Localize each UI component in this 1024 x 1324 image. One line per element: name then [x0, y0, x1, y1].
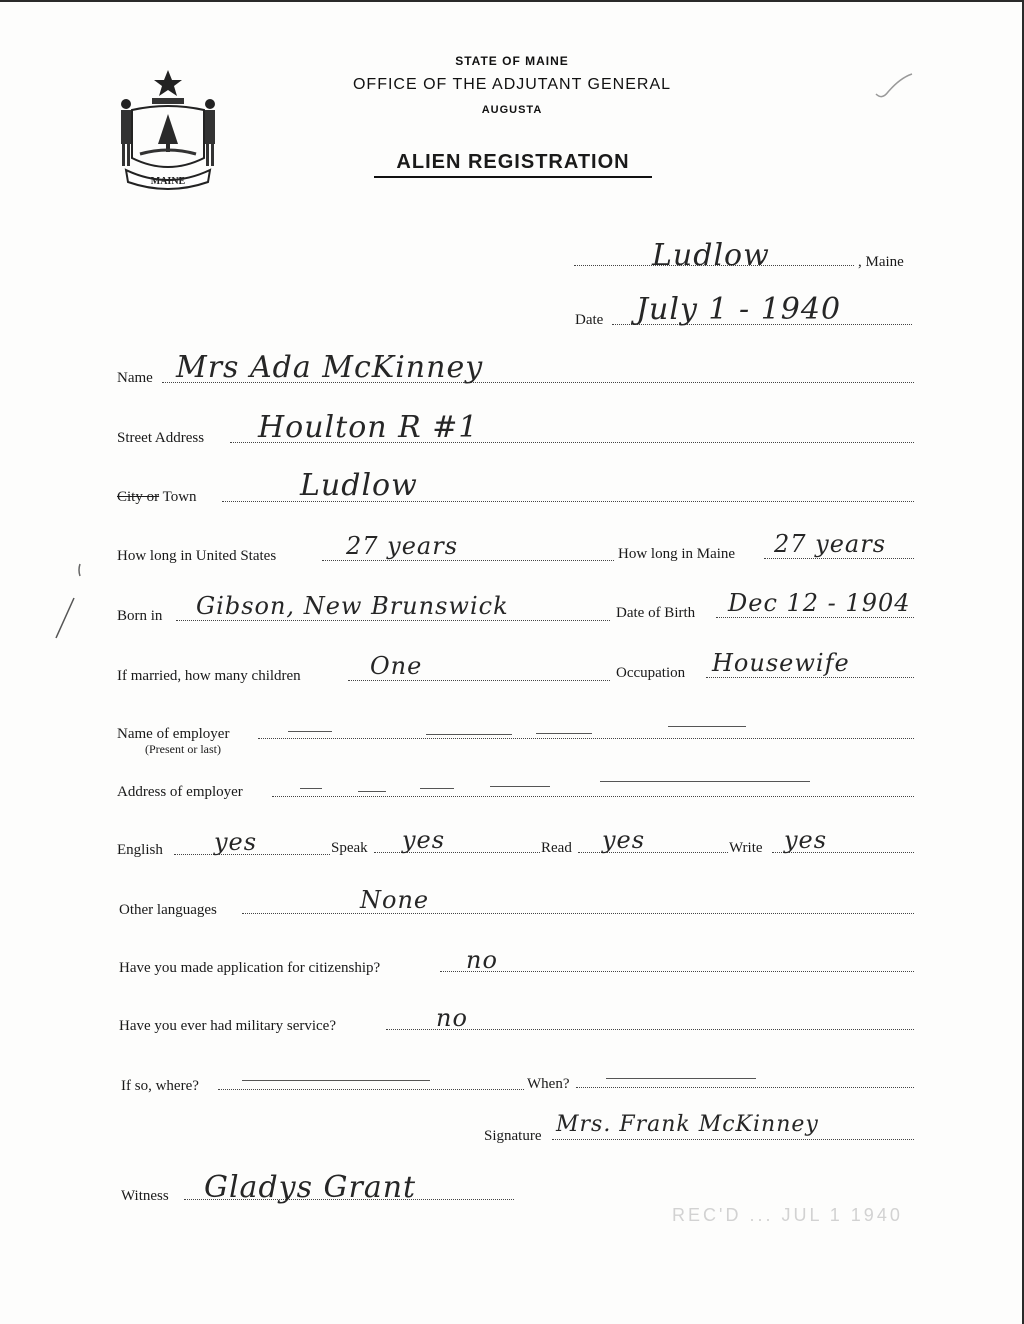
dob-label: Date of Birth	[616, 605, 696, 621]
check-mark-icon	[872, 72, 916, 102]
born-in-label: Born in	[117, 608, 163, 624]
read-line	[578, 852, 728, 853]
when-dash	[606, 1078, 756, 1079]
where-line	[218, 1089, 524, 1090]
address-dash-5	[600, 781, 810, 782]
other-languages-line	[242, 913, 914, 914]
speak-value: yes	[402, 826, 446, 854]
when-line	[576, 1087, 914, 1088]
employer-address-line	[272, 796, 914, 797]
street-label: Street Address	[117, 430, 205, 446]
occupation-line	[706, 677, 914, 678]
signature-line	[552, 1139, 914, 1140]
how-long-maine-label: How long in Maine	[618, 546, 736, 562]
english-value: yes	[214, 828, 258, 856]
employer-dash-1	[288, 731, 332, 732]
read-label: Read	[541, 840, 572, 856]
how-long-maine-line	[764, 558, 914, 559]
date-value: July 1 - 1940	[636, 292, 842, 327]
other-languages-value: None	[360, 886, 430, 914]
other-languages-label: Other languages	[119, 902, 217, 918]
english-label: English	[117, 842, 163, 858]
margin-pencil-mark	[52, 562, 86, 642]
employer-sublabel: (Present or last)	[145, 742, 221, 756]
citizenship-label: Have you made application for citizenship?	[119, 960, 381, 976]
speak-label: Speak	[331, 840, 368, 856]
write-value: yes	[784, 826, 828, 854]
town-value: Ludlow	[300, 468, 418, 503]
how-long-us-line	[322, 560, 614, 561]
address-dash-3	[420, 788, 454, 789]
dob-value: Dec 12 - 1904	[728, 589, 911, 617]
name-value: Mrs Ada McKinney	[176, 350, 484, 385]
citizenship-value: no	[466, 946, 498, 974]
date-label: Date	[575, 312, 604, 328]
citizenship-line	[440, 971, 914, 972]
received-stamp: REC'D ... JUL 1 1940	[672, 1205, 903, 1225]
children-line	[348, 680, 610, 681]
seal-text: MAINE	[150, 176, 186, 187]
signature-label: Signature	[484, 1128, 542, 1144]
occupation-label: Occupation	[616, 665, 686, 681]
where-dash	[242, 1080, 430, 1081]
city-heading: AUGUSTA	[481, 104, 543, 116]
form-title: ALIEN REGISTRATION	[374, 151, 652, 178]
employer-dash-4	[668, 726, 746, 727]
military-label: Have you ever had military service?	[119, 1018, 336, 1034]
read-value: yes	[602, 826, 646, 854]
how-long-maine-value: 27 years	[774, 530, 887, 558]
born-in-value: Gibson, New Brunswick	[196, 592, 509, 620]
children-label: If married, how many children	[117, 668, 301, 684]
address-dash-2	[358, 791, 386, 792]
employer-dash-3	[536, 733, 592, 734]
town-text: Town	[162, 489, 197, 505]
employer-dash-2	[426, 734, 512, 735]
office-heading: OFFICE OF THE ADJUTANT GENERAL	[352, 76, 672, 93]
write-label: Write	[729, 840, 763, 856]
address-dash-4	[490, 786, 550, 787]
employer-label: Name of employer	[117, 726, 230, 742]
where-label: If so, where?	[121, 1078, 199, 1094]
witness-label: Witness	[121, 1188, 169, 1204]
children-value: One	[370, 652, 423, 680]
address-dash-1	[300, 788, 322, 789]
employer-address-label: Address of employer	[117, 784, 243, 800]
city-strike-text: City or	[117, 489, 160, 505]
maine-suffix: , Maine	[858, 254, 904, 270]
signature-value: Mrs. Frank McKinney	[556, 1112, 819, 1137]
when-label: When?	[527, 1076, 570, 1092]
street-value: Houlton R #1	[258, 410, 479, 445]
witness-value: Gladys Grant	[204, 1170, 417, 1205]
city-or-town-label	[117, 489, 197, 506]
town-header-value: Ludlow	[652, 238, 770, 273]
occupation-value: Housewife	[712, 649, 850, 677]
speak-line	[374, 852, 540, 853]
born-in-line	[176, 620, 610, 621]
dob-line	[716, 617, 914, 618]
military-value: no	[436, 1004, 468, 1032]
how-long-us-value: 27 years	[346, 532, 459, 560]
employer-line	[258, 738, 914, 739]
how-long-us-label: How long in United States	[117, 548, 277, 564]
name-label: Name	[117, 370, 153, 386]
state-heading: STATE OF MAINE	[455, 54, 569, 68]
